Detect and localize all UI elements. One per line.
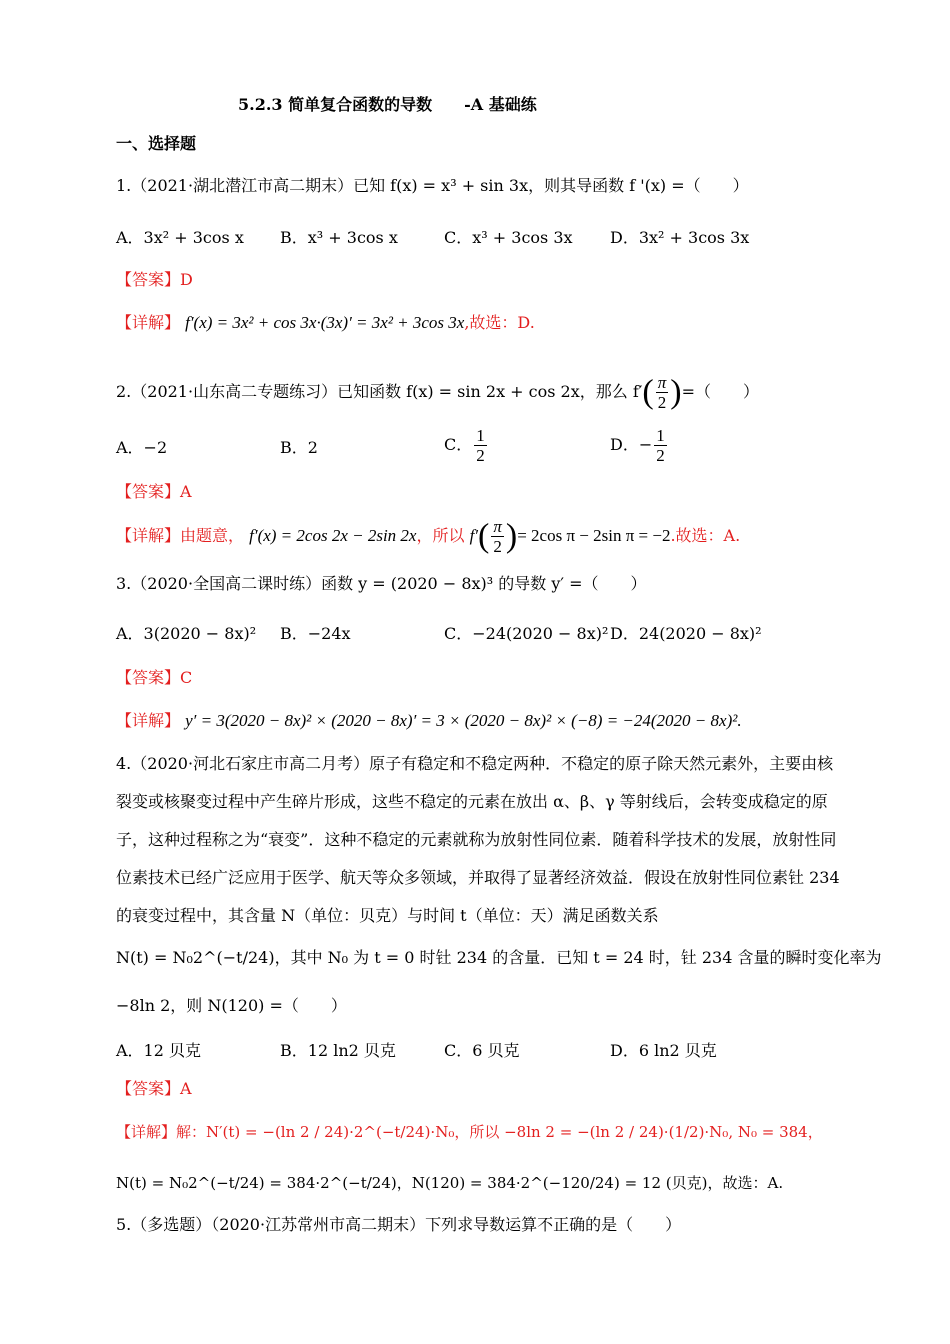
- q2-option-d-fraction: $\frac{1}{2}$: [656, 426, 665, 465]
- q2-detail-formula3: = 2cos π − 2sin π = −2: [517, 526, 671, 545]
- section-heading: 一、选择题: [116, 134, 197, 153]
- q3-option-c: C．−24(2020 − 8x)²: [444, 624, 609, 643]
- q2-option-c-fraction: $\frac{1}{2}$: [476, 426, 485, 465]
- q4-option-b: B．12 ln2 贝克: [280, 1041, 396, 1060]
- q3-option-b: B．−24x: [280, 624, 351, 643]
- q2-detail-formula2: f′: [469, 526, 479, 545]
- question-2-stem: [116, 373, 759, 412]
- q4-detail1-text: 解：N′(t) = −(ln 2 / 24)·2^(−t/24)·N₀，所以 −8ln 2 = −(ln 2 / 24)·(1/2)·N₀, N₀ = 384，: [176, 1123, 823, 1141]
- q2-option-c-label: C．: [444, 435, 473, 454]
- q1-detail-formula: f′(x) = 3x² + cos 3x·(3x)′ = 3x² + 3cos 3x: [185, 313, 465, 332]
- q2-detail-pre: 由题意，: [180, 526, 245, 545]
- q1-detail-tail: ,故选：D.: [464, 313, 535, 332]
- q2-detail-formula: f′(x) = 2cos 2x − 2sin 2x: [249, 526, 417, 545]
- q2-option-d: [610, 426, 669, 465]
- answer-tag: 【答案】: [116, 270, 181, 289]
- answer-tag: 【答案】: [116, 1079, 181, 1098]
- q2-detail-fraction: $\frac{\pi}{2}$: [493, 517, 502, 556]
- q3-option-d: D．24(2020 − 8x)²: [610, 624, 762, 643]
- q2-answer: [116, 482, 192, 502]
- answer-tag: 【答案】: [116, 482, 181, 501]
- detail-tag: 【详解】: [116, 313, 181, 332]
- q1-option-c: C．x³ + 3cos 3x: [444, 228, 573, 247]
- q1-option-b: B．x³ + 3cos x: [280, 228, 398, 247]
- q2-stem-pre: 2.（2021·山东高二专题练习）已知函数 f(x) = sin 2x + cos 2x，那么 f′: [116, 382, 643, 401]
- q4-option-d: D．6 ln2 贝克: [610, 1041, 717, 1060]
- q3-option-a: A．3(2020 − 8x)²: [116, 624, 257, 643]
- page-title: 5.2.3 简单复合函数的导数 -A 基础练: [238, 95, 537, 114]
- answer-value: D: [180, 270, 193, 289]
- answer-value: A: [180, 482, 192, 501]
- q4-detail-1: [116, 1122, 823, 1142]
- q3-detail-formula: y′ = 3(2020 − 8x)² × (2020 − 8x)′ = 3 × (2020 − 8x)² × (−8) = −24(2020 − 8x)².: [185, 711, 742, 730]
- q3-answer: [116, 668, 192, 688]
- q2-stem-fraction: $\frac{\pi}{2}$: [657, 373, 667, 412]
- right-paren: ): [505, 517, 518, 555]
- q3-detail: [116, 711, 742, 731]
- question-5-stem: 5.（多选题）（2020·江苏常州市高二期末）下列求导数运算不正确的是（ ）: [116, 1215, 682, 1234]
- q2-option-a: A．−2: [116, 438, 168, 457]
- q4-answer: [116, 1079, 192, 1099]
- answer-value: A: [180, 1079, 192, 1098]
- left-paren: (: [642, 373, 654, 411]
- q2-option-c: [444, 426, 489, 465]
- q1-option-d: D．3x² + 3cos 3x: [610, 228, 750, 247]
- q2-stem-post: =（ ）: [681, 382, 760, 401]
- q2-detail: [116, 517, 740, 556]
- detail-tag: 【详解】: [116, 1123, 177, 1141]
- detail-tag: 【详解】: [116, 711, 181, 730]
- q4-line2: N(t) = N₀2^(−t/24)，其中 N₀ 为 t = 0 时钍 234 的含量．已知 t = 24 时，钍 234 含量的瞬时变化率为: [116, 948, 882, 967]
- question-3-stem: 3.（2020·全国高二课时练）函数 y = (2020 − 8x)³ 的导数 y′ =（ ）: [116, 574, 647, 593]
- answer-value: C: [180, 668, 193, 687]
- q1-answer: [116, 270, 193, 290]
- q4-option-a: A．12 贝克: [116, 1041, 202, 1060]
- q2-option-b: B．2: [280, 438, 318, 457]
- q2-option-d-label: D．−: [610, 435, 653, 454]
- detail-tag: 【详解】: [116, 526, 181, 545]
- question-4-paragraph: 4.（2020·河北石家庄市高二月考）原子有稳定和不稳定两种．不稳定的原子除天然元素外，主要由核裂变或核聚变过程中产生碎片形成，这些不稳定的元素在放出 α、β、γ 等射线后，会转变成稳定的原子，这种过程称之为“衰变”．这种不稳定的元素就称为放射性同位素．随着科学技术的发展，放射性同位素技术已经广泛应用于医学、航天等众多领域，并取得了显著经济效益．假设在放射性同位素钍 234 的衰变过程中，其含量 N（单位：贝克）与时间 t（单位：天）满足函数关系: [116, 754, 840, 925]
- q1-option-a: A．3x² + 3cos x: [116, 228, 244, 247]
- right-paren: ): [670, 373, 682, 411]
- q1-detail: [116, 313, 535, 333]
- left-paren: (: [478, 517, 490, 555]
- answer-tag: 【答案】: [116, 668, 181, 687]
- q4-detail-2: N(t) = N₀2^(−t/24) = 384·2^(−t/24)，N(120) = 384·2^(−120/24) = 12 (贝克)，故选：A.: [116, 1174, 784, 1192]
- q4-option-c: C．6 贝克: [444, 1041, 520, 1060]
- question-1-stem: 1.（2021·湖北潜江市高二期末）已知 f(x) = x³ + sin 3x，则其导函数 f '(x) =（ ）: [116, 176, 749, 195]
- q4-line3: −8ln 2，则 N(120) =（ ）: [116, 996, 347, 1015]
- q2-detail-mid: ，所以: [416, 526, 470, 545]
- q2-detail-tail: .故选：A.: [670, 526, 741, 545]
